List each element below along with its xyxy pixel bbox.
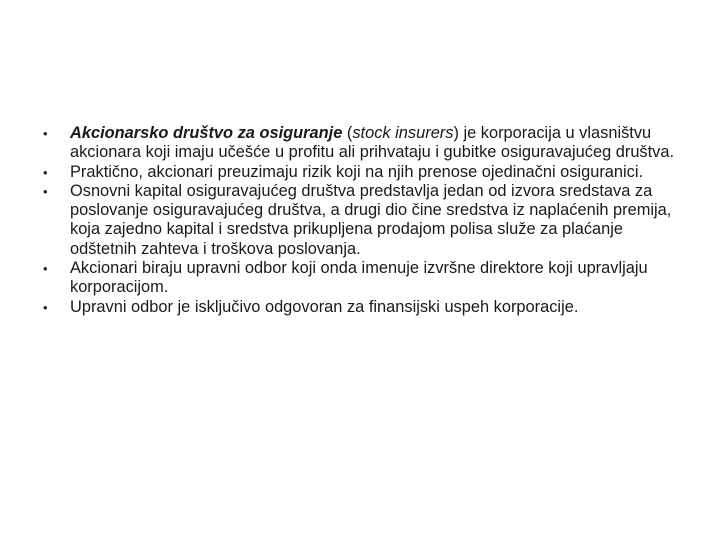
bullet-text: Osnovni kapital osiguravajućeg društva predstavlja jedan od izvora sredstava za poslovanje osiguravajućeg društva, a drugi dio čine sredstva iz naplaćenih premija, koja zajedno kapital i sredstva prikupljena prodajom polisa služe za plaćanje odštetnih zahteva i troškova poslovanja. (70, 181, 672, 258)
bullet-marker: • (43, 126, 48, 141)
bullet-text: Upravni odbor je isključivo odgovoran za finansijski uspeh korporacije. (70, 297, 579, 316)
bullet-item (40, 182, 690, 259)
bullet-text: Praktično, akcionari preuzimaju rizik koji na njih prenose ojedinačni osiguranici. (70, 162, 644, 181)
english-term: stock insurers (352, 124, 454, 142)
bullet-item (40, 163, 690, 182)
bullet-text: Akcionari biraju upravni odbor koji onda imenuje izvršne direktore koji upravljaju korporacijom. (70, 259, 648, 297)
bullet-item (40, 298, 690, 317)
bullet-list (40, 124, 690, 317)
bullet-marker: • (43, 183, 48, 199)
bullet-marker: • (43, 299, 48, 315)
bullet-text: ) je korporacija u vlasništvu akcionara koji imaju učešće u profitu ali prihvataju i gubitke osiguravajućeg društva. (70, 124, 675, 162)
bullet-item (40, 259, 690, 298)
bullet-item (40, 124, 690, 163)
defined-term: Akcionarsko društvo za osiguranje (70, 124, 343, 142)
bullet-marker: • (43, 261, 48, 277)
paren-open: ( (342, 124, 353, 142)
bullet-marker: • (43, 164, 48, 180)
